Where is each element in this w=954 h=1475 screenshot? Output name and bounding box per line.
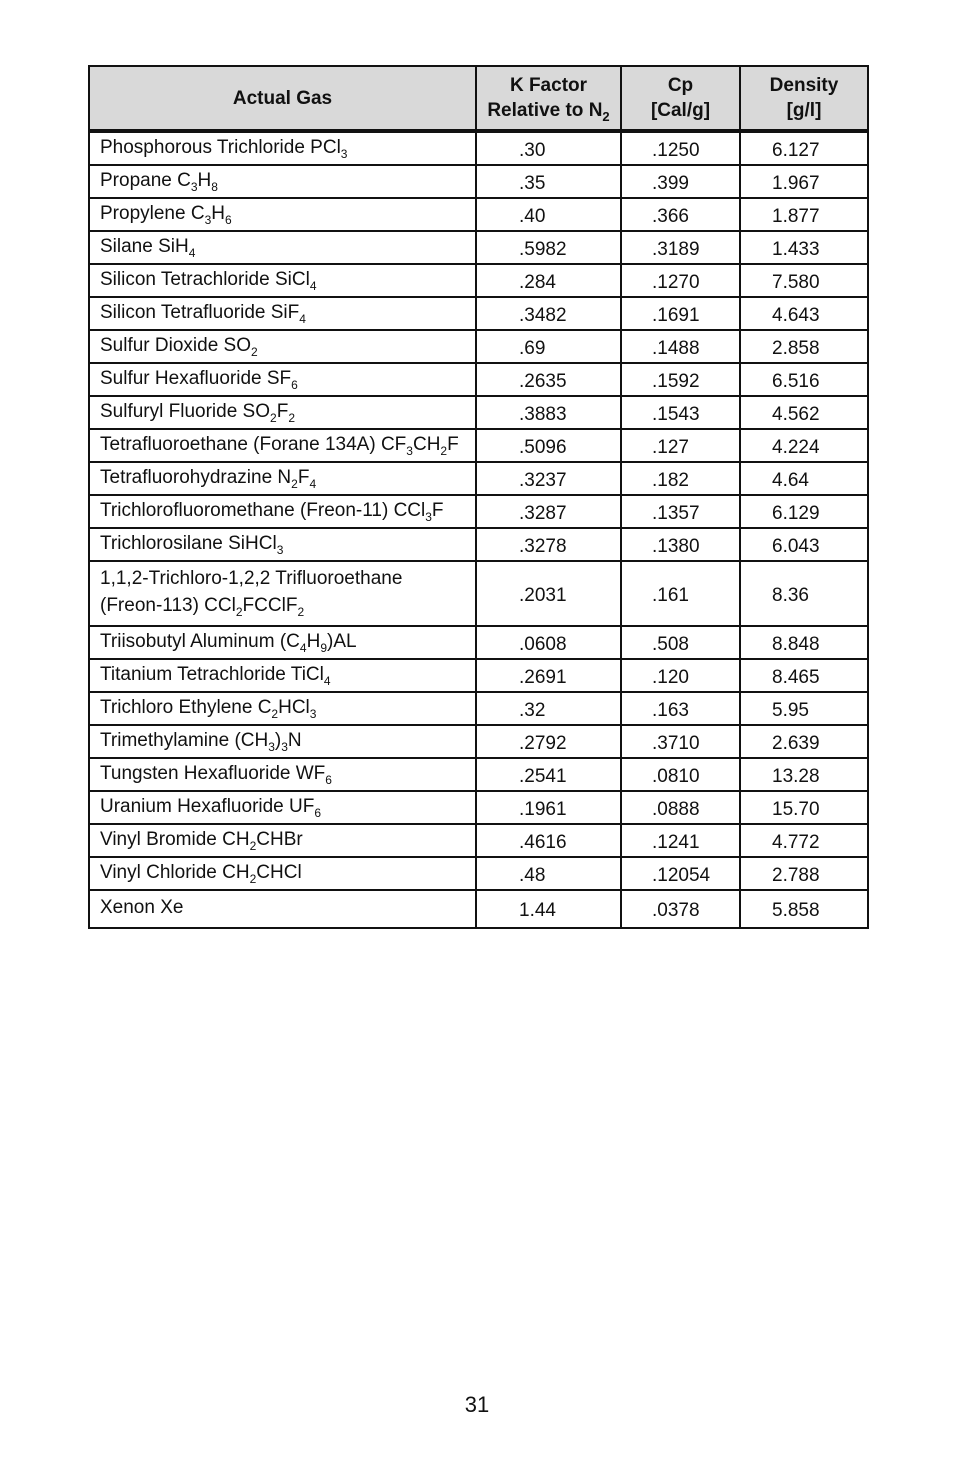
k-factor-cell: .0608	[476, 626, 621, 659]
gas-name-cell	[89, 198, 476, 231]
density-cell: 1.877	[740, 198, 868, 231]
gas-name-text: N	[287, 729, 302, 751]
gas-formula-subscript: 3	[340, 146, 348, 161]
k-factor-cell: .48	[476, 857, 621, 890]
cp-cell: .508	[621, 626, 740, 659]
gas-formula-subscript: 4	[299, 640, 307, 655]
cp-cell: .161	[621, 561, 740, 626]
header-cp-line1: Cp	[667, 75, 694, 96]
gas-formula-subscript: 3	[425, 509, 432, 524]
gas-formula-subscript: 3	[281, 739, 288, 754]
k-factor-cell: .35	[476, 165, 621, 198]
gas-formula-subscript: 2	[297, 605, 305, 619]
table-row	[89, 659, 868, 692]
gas-name-text: Tetrafluorohydrazine N	[100, 466, 292, 488]
k-factor-cell: .3482	[476, 297, 621, 330]
k-factor-cell: .40	[476, 198, 621, 231]
gas-name-cell	[89, 626, 476, 659]
density-cell: 2.639	[740, 725, 868, 758]
header-actual-gas	[89, 66, 476, 131]
table-row	[89, 824, 868, 857]
cp-cell: .127	[621, 429, 740, 462]
gas-name-cell	[89, 725, 476, 758]
density-cell: 1.433	[740, 231, 868, 264]
gas-name-text: Trichloro Ethylene C	[100, 696, 272, 718]
gas-name-text: Sulfur Dioxide SO	[100, 334, 252, 356]
gas-formula-subscript: 6	[314, 805, 322, 820]
gas-name-text: Xenon Xe	[100, 897, 184, 918]
gas-name-cell	[89, 165, 476, 198]
density-cell: 8.848	[740, 626, 868, 659]
gas-name-text: )AL	[327, 630, 357, 652]
gas-name-text: H	[211, 202, 225, 224]
k-factor-cell: .5096	[476, 429, 621, 462]
table-row	[89, 198, 868, 231]
gas-formula-subscript: 2	[249, 871, 257, 886]
table-row	[89, 561, 868, 626]
gas-formula-subscript: 3	[190, 179, 198, 194]
k-factor-cell: .3237	[476, 462, 621, 495]
k-factor-cell: .32	[476, 692, 621, 725]
gas-formula-subscript: 3	[406, 443, 413, 458]
cp-cell: .1250	[621, 131, 740, 165]
cp-cell: .0810	[621, 758, 740, 791]
density-cell: 1.967	[740, 165, 868, 198]
gas-name-text: F	[447, 433, 459, 455]
gas-formula-subscript: 4	[309, 476, 317, 491]
gas-name-text: CH	[412, 433, 441, 455]
gas-name-text: H	[197, 169, 212, 191]
cp-cell: .1488	[621, 330, 740, 363]
table-row	[89, 297, 868, 330]
gas-name-text: Titanium Tetrachloride TiCl	[100, 663, 324, 685]
cp-cell: .163	[621, 692, 740, 725]
gas-formula-subscript: 2	[271, 706, 279, 721]
k-factor-cell: .30	[476, 131, 621, 165]
gas-formula-subscript: 3	[309, 706, 317, 721]
gas-name-text: Tetrafluoroethane (Forane 134A) CF	[100, 433, 407, 455]
gas-name-text: )	[274, 729, 282, 751]
gas-name-text: Propylene C	[100, 202, 205, 224]
density-cell: 4.772	[740, 824, 868, 857]
gas-name-cell	[89, 264, 476, 297]
gas-formula-subscript: 4	[299, 311, 306, 326]
density-cell: 8.465	[740, 659, 868, 692]
table-header	[89, 66, 868, 131]
gas-name-cell	[89, 330, 476, 363]
density-cell: 6.516	[740, 363, 868, 396]
table-row	[89, 528, 868, 561]
cp-cell: .399	[621, 165, 740, 198]
density-cell: 4.562	[740, 396, 868, 429]
gas-name-text: Phosphorous Trichloride PCl	[100, 136, 341, 158]
cp-cell: .1357	[621, 495, 740, 528]
cp-cell: .0888	[621, 791, 740, 824]
density-cell: 6.129	[740, 495, 868, 528]
density-cell: 15.70	[740, 791, 868, 824]
k-factor-cell: .3278	[476, 528, 621, 561]
gas-name-text: FCClF	[242, 595, 298, 616]
table-row	[89, 396, 868, 429]
gas-name-text: Vinyl Bromide CH	[100, 828, 250, 850]
table-row	[89, 231, 868, 264]
cp-cell: .182	[621, 462, 740, 495]
gas-formula-subscript: 9	[320, 640, 328, 655]
gas-name-text: F	[276, 400, 289, 422]
cp-cell: .1543	[621, 396, 740, 429]
gas-name-text: CHCl	[256, 861, 302, 883]
gas-name-text: Trimethylamine (CH	[100, 729, 269, 751]
page-number: 31	[464, 1392, 490, 1417]
gas-name-cell	[89, 758, 476, 791]
cp-cell: .3710	[621, 725, 740, 758]
density-cell: 2.788	[740, 857, 868, 890]
gas-name-text: Triisobutyl Aluminum (C	[100, 630, 300, 652]
cp-cell: .1270	[621, 264, 740, 297]
cp-cell: .12054	[621, 857, 740, 890]
gas-name-text: CHBr	[256, 828, 303, 850]
table-row	[89, 857, 868, 890]
header-k-factor	[476, 66, 621, 131]
header-density-line2: [g/l]	[786, 100, 822, 121]
gas-name-cell	[89, 429, 476, 462]
gas-name-cell	[89, 791, 476, 824]
gas-properties-table	[88, 65, 869, 929]
gas-name-text: Silicon Tetrachloride SiCl	[100, 268, 310, 290]
table-row	[89, 890, 868, 928]
table-row	[89, 462, 868, 495]
density-cell: 4.224	[740, 429, 868, 462]
table-row	[89, 758, 868, 791]
gas-formula-subscript: 4	[309, 278, 317, 293]
header-k-factor-line2: Relative to N	[487, 100, 603, 121]
cp-cell: .3189	[621, 231, 740, 264]
k-factor-cell: .2691	[476, 659, 621, 692]
gas-formula-subscript: 2	[288, 410, 295, 425]
gas-formula-subscript: 2	[251, 344, 258, 359]
header-cp-line2: [Cal/g]	[650, 100, 711, 121]
gas-name-cell	[89, 659, 476, 692]
density-cell: 13.28	[740, 758, 868, 791]
gas-name-cell	[89, 363, 476, 396]
gas-name-cell	[89, 824, 476, 857]
gas-formula-subscript: 4	[188, 245, 196, 260]
gas-name-text: Sulfuryl Fluoride SO	[100, 400, 271, 422]
density-cell: 8.36	[740, 561, 868, 626]
gas-name-text: 1,1,2-Trichloro-1,2,2 Trifluoroethane	[100, 568, 403, 589]
gas-name-text: Tungsten Hexafluoride WF	[100, 762, 326, 784]
cp-cell: .366	[621, 198, 740, 231]
k-factor-cell: .3287	[476, 495, 621, 528]
table-row	[89, 363, 868, 396]
gas-name-cell	[89, 857, 476, 890]
gas-name-text: F	[431, 499, 444, 521]
table-row	[89, 131, 868, 165]
density-cell: 6.043	[740, 528, 868, 561]
cp-cell: .1691	[621, 297, 740, 330]
gas-formula-subscript: 2	[270, 410, 277, 425]
k-factor-cell: .2031	[476, 561, 621, 626]
gas-formula-subscript: 2	[249, 838, 257, 853]
gas-name-cell	[89, 528, 476, 561]
gas-name-text: Propane C	[100, 169, 191, 191]
table-row	[89, 264, 868, 297]
header-density-line1: Density	[769, 75, 839, 96]
header-density	[740, 66, 868, 131]
cp-cell: .120	[621, 659, 740, 692]
gas-formula-subscript: 6	[325, 772, 332, 787]
table-row	[89, 791, 868, 824]
gas-name-text: Trichlorofluoromethane (Freon-11) CCl	[100, 499, 426, 521]
gas-formula-subscript: 2	[440, 443, 448, 458]
density-cell: 5.95	[740, 692, 868, 725]
density-cell: 2.858	[740, 330, 868, 363]
k-factor-cell: .3883	[476, 396, 621, 429]
k-factor-cell: .2635	[476, 363, 621, 396]
k-factor-cell: .69	[476, 330, 621, 363]
k-factor-cell: .4616	[476, 824, 621, 857]
gas-name-text: HCl	[278, 696, 310, 718]
gas-name-cell	[89, 231, 476, 264]
gas-formula-subscript: 2	[235, 605, 243, 619]
gas-formula-subscript: 8	[211, 179, 218, 194]
k-factor-cell: .284	[476, 264, 621, 297]
gas-name-text: Trichlorosilane SiHCl	[100, 532, 277, 554]
gas-name-text: F	[297, 466, 310, 488]
density-cell: 4.643	[740, 297, 868, 330]
k-factor-cell: .5982	[476, 231, 621, 264]
k-factor-cell: 1.44	[476, 890, 621, 928]
gas-name-cell	[89, 131, 476, 165]
table-row	[89, 725, 868, 758]
density-cell: 5.858	[740, 890, 868, 928]
density-cell: 7.580	[740, 264, 868, 297]
table-row	[89, 165, 868, 198]
table-row	[89, 429, 868, 462]
header-k-factor-subscript: 2	[602, 109, 610, 124]
gas-name-text: H	[306, 630, 321, 652]
gas-name-cell	[89, 396, 476, 429]
cp-cell: .1241	[621, 824, 740, 857]
gas-name-text: Silicon Tetrafluoride SiF	[100, 301, 300, 323]
cp-cell: .1592	[621, 363, 740, 396]
gas-name-cell	[89, 297, 476, 330]
gas-formula-subscript: 3	[268, 739, 275, 754]
gas-name-text: (Freon-113) CCl	[100, 595, 236, 616]
k-factor-cell: .2792	[476, 725, 621, 758]
density-cell: 6.127	[740, 131, 868, 165]
cp-cell: .1380	[621, 528, 740, 561]
gas-name-cell	[89, 495, 476, 528]
header-actual-gas-label: Actual Gas	[232, 87, 333, 109]
table-row	[89, 692, 868, 725]
k-factor-cell: .2541	[476, 758, 621, 791]
gas-name-text: Uranium Hexafluoride UF	[100, 795, 315, 817]
table-row	[89, 495, 868, 528]
header-k-factor-line1: K Factor	[509, 75, 588, 96]
gas-name-text: Silane SiH	[100, 235, 189, 257]
gas-name-text: Vinyl Chloride CH	[100, 861, 250, 883]
density-cell: 4.64	[740, 462, 868, 495]
gas-formula-subscript: 4	[323, 673, 331, 688]
cp-cell: .0378	[621, 890, 740, 928]
gas-name-text: Sulfur Hexafluoride SF	[100, 367, 292, 389]
gas-name-cell	[89, 462, 476, 495]
table-row	[89, 330, 868, 363]
gas-name-cell	[89, 890, 476, 928]
header-cp	[621, 66, 740, 131]
gas-formula-subscript: 2	[291, 476, 298, 491]
table-body	[89, 131, 868, 928]
gas-formula-subscript: 3	[276, 542, 284, 557]
gas-formula-subscript: 6	[224, 212, 232, 227]
gas-formula-subscript: 3	[204, 212, 212, 227]
header-row	[89, 66, 868, 131]
k-factor-cell: .1961	[476, 791, 621, 824]
gas-name-cell	[89, 692, 476, 725]
table-row	[89, 626, 868, 659]
gas-name-cell	[89, 561, 476, 626]
gas-formula-subscript: 6	[291, 377, 298, 392]
